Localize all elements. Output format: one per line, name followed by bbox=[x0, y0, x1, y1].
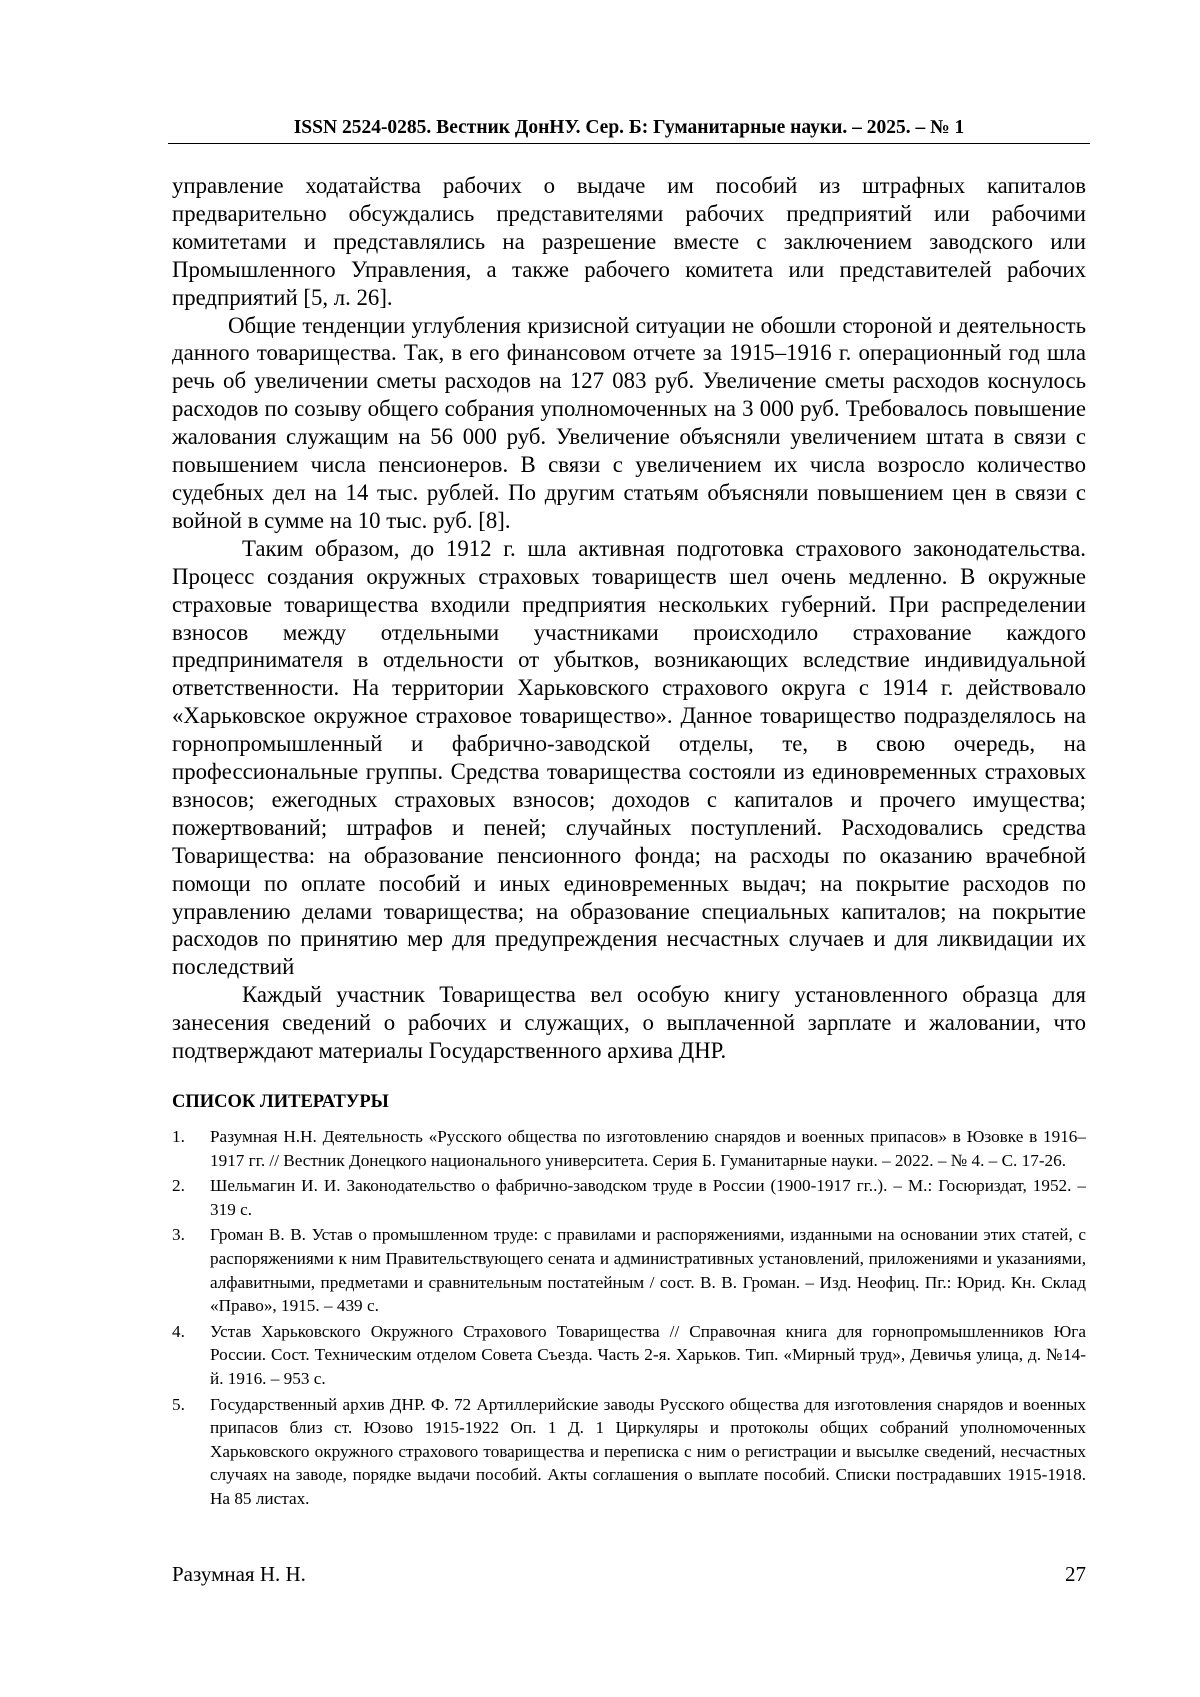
reference-number: 2. bbox=[172, 1176, 185, 1196]
reference-text: Устав Харьковского Окружного Страхового Товарищества // Справочная книга для горнопромышленников Юга России. Сост. Техническим отделом Совета Съезда. Часть 2-я. Харьков. Тип. «Мирный труд», Девичья улица, д. №14-й. 1916. – 953 с. bbox=[210, 1321, 1086, 1388]
paragraph-2: Общие тенденции углубления кризисной ситуации не обошли стороной и деятельность данного товарищества. Так, в его финансовом отчете за 1915–1916 г. операционный год шла речь об увеличении сметы расходов на 127 083 руб. Увеличение сметы расходов коснулось расходов по созыву общего собрания уполномоченных на 3 000 руб. Требовалось повышение жалования служащим на 56 000 руб. Увеличение объясняли увеличением штата в связи с повышением числа пенсионеров. В связи с увеличением их числа возросло количество судебных дел на 14 тыс. рублей. По другим статьям объясняли повышением цен в связи с войной в сумме на 10 тыс. руб. [8]. bbox=[172, 312, 1086, 533]
paragraph-4: Каждый участник Товарищества вел особую книгу установленного образца для занесения сведений о рабочих и служащих, о выплаченной зарплате и жаловании, что подтверждают материалы Государственного архива ДНР. bbox=[172, 982, 1086, 1064]
reference-item bbox=[172, 1393, 1086, 1511]
paragraph-1: управление ходатайства рабочих о выдаче им пособий из штрафных капиталов предварительно обсуждались представителями рабочих предприятий или рабочими комитетами и представлялись на разрешение вместе с заключением заводского или Промышленного Управления, а также рабочего комитета или представителей рабочих предприятий [5, л. 26]. bbox=[172, 173, 1086, 310]
reference-item bbox=[172, 1125, 1086, 1172]
reference-number: 4. bbox=[172, 1321, 185, 1341]
page-number: 27 bbox=[1065, 1562, 1086, 1586]
paragraph-3: Таким образом, до 1912 г. шла активная подготовка страхового законодательства. Процесс создания окружных страховых товариществ шел очень медленно. В окружные страховые товарищества входили предприятия нескольких губерний. При распределении взносов между отдельными участниками происходило страхование каждого предпринимателя в отдельности от убытков, возникающих вследствие индивидуальной ответственности. На территории Харьковского страхового округа с 1914 г. действовало «Харьковское окружное страховое товарищество». Данное товарищество подразделялось на горнопромышленный и фабрично-заводской отделы, те, в свою очередь, на профессиональные группы. Средства товарищества состояли из единовременных страховых взносов; ежегодных страховых взносов; доходов с капиталов и прочего имущества; пожертвований; штрафов и пеней; случайных поступлений. Расходовались средства Товарищества: на образование пенсионного фонда; на расходы по оказанию врачебной помощи по оплате пособий и иных единовременных выдач; на покрытие расходов по управлению делами товарищества; на образование специальных капиталов; на покрытие расходов по принятию мер для предупреждения несчастных случаев и для ликвидации их последствий bbox=[172, 535, 1086, 980]
references-heading: СПИСОК ЛИТЕРАТУРЫ bbox=[172, 1092, 389, 1112]
reference-item bbox=[172, 1174, 1086, 1221]
journal-header: ISSN 2524-0285. Вестник ДонНУ. Сер. Б: Гуманитарные науки. – 2025. – № 1 bbox=[168, 113, 1090, 144]
article-body bbox=[172, 172, 1086, 1065]
reference-number: 1. bbox=[172, 1127, 185, 1146]
reference-text: Разумная Н.Н. Деятельность «Русского общества по изготовлению снарядов и военных припасов» в Юзовке в 1916–1917 гг. // Вестник Донецкого национального университета. Серия Б. Гуманитарные науки. – 2022. – № 4. – С. 17-26. bbox=[210, 1127, 1086, 1170]
reference-number: 3. bbox=[172, 1225, 185, 1245]
reference-text: Шельмагин И. И. Законодательство о фабрично-заводском труде в России (1900-1917 гг..). – М.: Госюриздат, 1952. – 319 с. bbox=[210, 1176, 1086, 1219]
reference-text: Громан В. В. Устав о промышленном труде: с правилами и распоряжениями, изданными на основании этих статей, с распоряжениями к ним Правительствующего сената и административных установлений, приложениями и указаниями, алфавитными, предметами и сравнительным постатейным / сост. В. В. Громан. – Изд. Неофиц. Пг.: Юрид. Кн. Склад «Право», 1915. – 439 с. bbox=[210, 1225, 1086, 1316]
footer-author: Разумная Н. Н. bbox=[172, 1562, 306, 1586]
reference-text: Государственный архив ДНР. Ф. 72 Артиллерийские заводы Русского общества для изготовления снарядов и военных припасов близ ст. Юзово 1915-1922 Оп. 1 Д. 1 Циркуляры и протоколы общих собраний уполномоченных Харьковского окружного страхового товарищества и переписка с ним о регистрации и высылке сведений, несчастных случаях на заводе, порядке выдачи пособий. Акты соглашения о выплате пособий. Списки пострадавших 1915-1918. На 85 листах. bbox=[210, 1394, 1086, 1508]
references-list bbox=[172, 1125, 1086, 1513]
reference-item bbox=[172, 1320, 1086, 1391]
reference-number: 5. bbox=[172, 1394, 185, 1414]
reference-item bbox=[172, 1223, 1086, 1317]
